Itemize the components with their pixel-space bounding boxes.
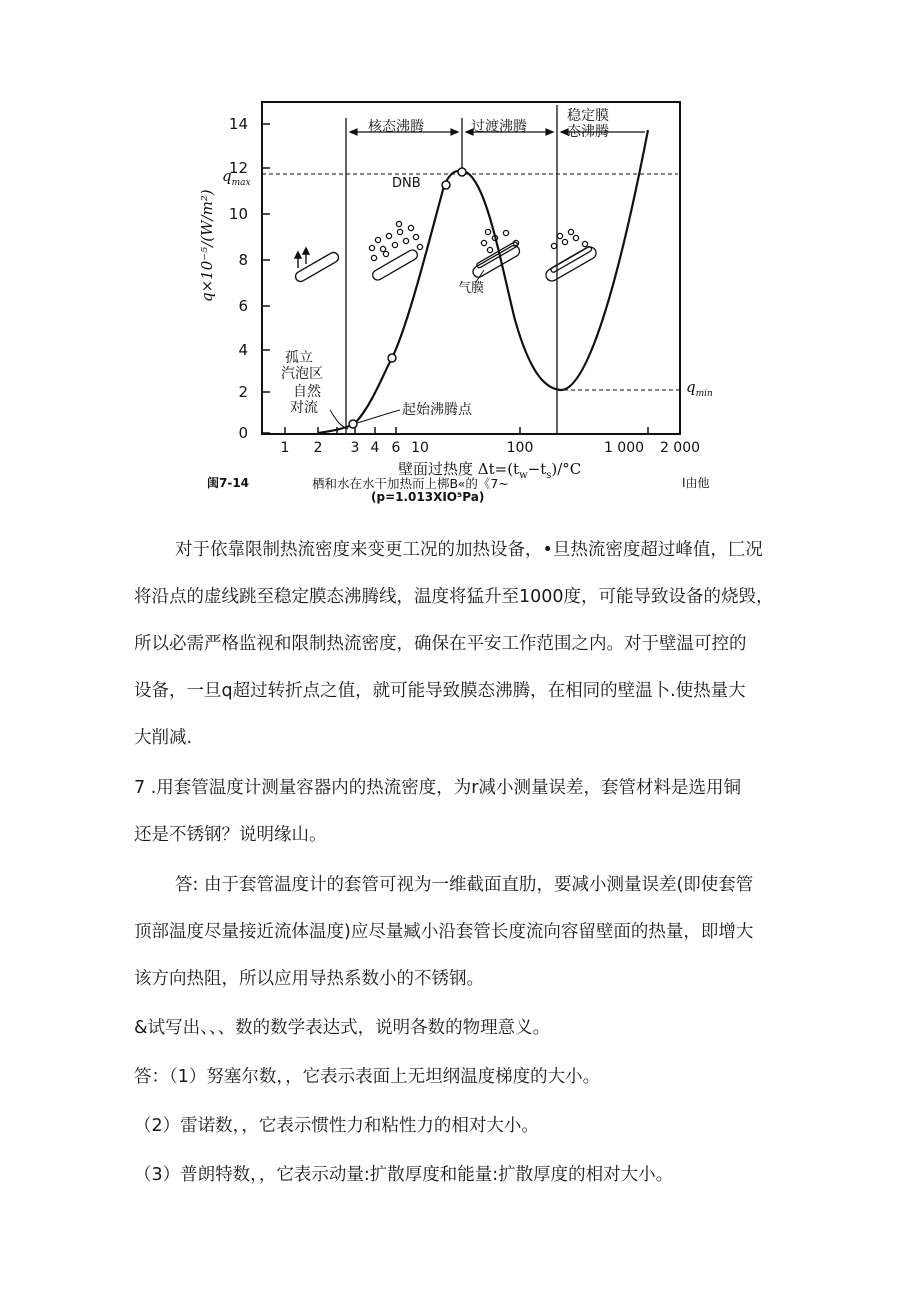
figure-number: 闺7-14 — [207, 476, 250, 490]
x-tick-label: 4 — [370, 440, 380, 456]
para1-line4: 设备，一旦q超过转折点之值，就可能导致膜态沸腾，在相同的壁温卜.使热量大 — [134, 681, 746, 701]
x-axis-label-sub-w: w — [519, 470, 528, 481]
film-boiling-sketch — [544, 229, 598, 283]
x-axis-label-sub-s: s — [546, 470, 552, 481]
x-axis-label-end: )/°C — [551, 460, 582, 478]
y-tick-label: 0 — [238, 424, 248, 442]
dnb-point — [442, 181, 450, 189]
y-tick-label: 2 — [238, 383, 248, 401]
nucleate-boiling-sketch — [369, 221, 422, 281]
natural-convection-leader — [330, 410, 348, 429]
x-tick-label: 10 — [411, 440, 429, 456]
answer7-line3: 该方向热阻，所以应用导热系数小的不锈钢。 — [134, 969, 484, 989]
figure-caption-pressure: (p=1.013XIO⁵Pa) — [371, 490, 485, 504]
qmin-subscript: min — [695, 389, 713, 399]
y-tick-labels — [229, 115, 248, 442]
qmax-point — [458, 168, 466, 176]
qmin-letter: q — [686, 378, 696, 396]
qmax-subscript: max — [231, 178, 251, 188]
para1-line1: 对于依靠限制热流密度来变更工况的加热设备，•旦热流密度超过峰值，匚况 — [175, 540, 763, 560]
x-tick-labels — [281, 440, 701, 456]
x-tick-label: 3 — [350, 440, 360, 456]
answer7-line2: 顶部温度尽量接近流体温度)应尽量臧小沿套管长度流向容留壁面的热量，即增大 — [134, 922, 754, 942]
isolated-bubbles-label-2: 汽泡区 — [281, 366, 323, 382]
onset-boiling-label: 起始沸腾点 — [402, 402, 472, 418]
answer8-item1: 答：（1）努塞尔数，，它表示表面上无坦纲温度梯度的大小。 — [134, 1067, 601, 1087]
natural-convection-label-2: 对流 — [290, 400, 318, 416]
natural-convection-sketch — [294, 248, 341, 283]
question7-line2: 还是不锈钢？说明缘山。 — [134, 825, 327, 845]
qmin-label — [686, 378, 713, 399]
y-tick-label: 14 — [228, 115, 248, 133]
transition-boiling-sketch — [471, 229, 522, 279]
onset-boiling-point — [349, 420, 357, 428]
para1-line5: 大削减. — [134, 728, 193, 748]
answer8-item3: （3）普朗特数，，它表示动量:扩散厚度和能量:扩散厚度的相对大小。 — [134, 1165, 674, 1185]
boiling-curve-figure — [0, 0, 920, 520]
dnb-label: DNB — [392, 176, 421, 191]
region-transition-label: 过渡沸腾 — [471, 119, 527, 135]
region-nucleate-label: 核态沸腾 — [368, 119, 424, 135]
x-tick-label: 2 000 — [659, 440, 701, 456]
para1-line2: 将沿点的虚线跳至稳定膜态沸腾线，温度将猛升至1000度，可能导致设备的烧毁， — [134, 587, 774, 607]
y-tick-label: 8 — [238, 251, 248, 269]
answer8-item2: （2）雷诺数，，它表示惯性力和粘性力的相对大小。 — [134, 1116, 539, 1136]
qmax-letter: q — [222, 167, 232, 185]
x-axis-label-mid: −t — [527, 460, 547, 478]
y-tick-label: 6 — [238, 297, 248, 315]
x-tick-label: 1 — [280, 440, 290, 456]
figure-caption-right: I由他 — [682, 476, 710, 490]
x-tick-label: 6 — [391, 440, 401, 456]
region-film-label-2: 态沸腾 — [567, 124, 609, 140]
isolated-bubbles-label-1: 孤立 — [285, 350, 313, 366]
question8: &试写出、、、数的数学表达式，说明各数的物理意义。 — [134, 1018, 551, 1038]
y-tick-label: 4 — [238, 341, 248, 359]
x-axis-label-main: 壁面过热度 Δt=(t — [398, 460, 520, 478]
question7-line1: 7 .用套管温度计测量容器内的热流密度，为r减小测量误差，套管材料是选用铜 — [134, 778, 741, 798]
y-tick-label: 12 — [228, 159, 248, 177]
x-tick-label: 100 — [506, 440, 534, 456]
natural-convection-label-1: 自然 — [293, 384, 321, 400]
isolated-bubbles-point — [388, 354, 396, 362]
x-tick-label: 2 — [313, 440, 323, 456]
y-tick-marks — [262, 124, 270, 433]
figure-caption: 栖和水在水干加热而上梆B«的《7~ — [312, 476, 509, 491]
vapor-film-label: 气膜 — [458, 281, 485, 296]
region-film-label-1: 稳定膜 — [567, 108, 609, 124]
boiling-curve-svg — [0, 0, 920, 520]
para1-line3: 所以必需严格监视和限制热流密度，确保在平安工作范围之内。对于壁温可控的 — [134, 634, 747, 654]
x-tick-label: 1 000 — [603, 440, 645, 456]
answer7-line1: 答: 由于套管温度计的套管可视为一维截面直肋，要减小测量误差(即使套管 — [175, 875, 754, 895]
y-tick-label: 10 — [228, 205, 248, 223]
y-axis-label: q×10⁻⁵/(W/m²) — [198, 189, 216, 302]
